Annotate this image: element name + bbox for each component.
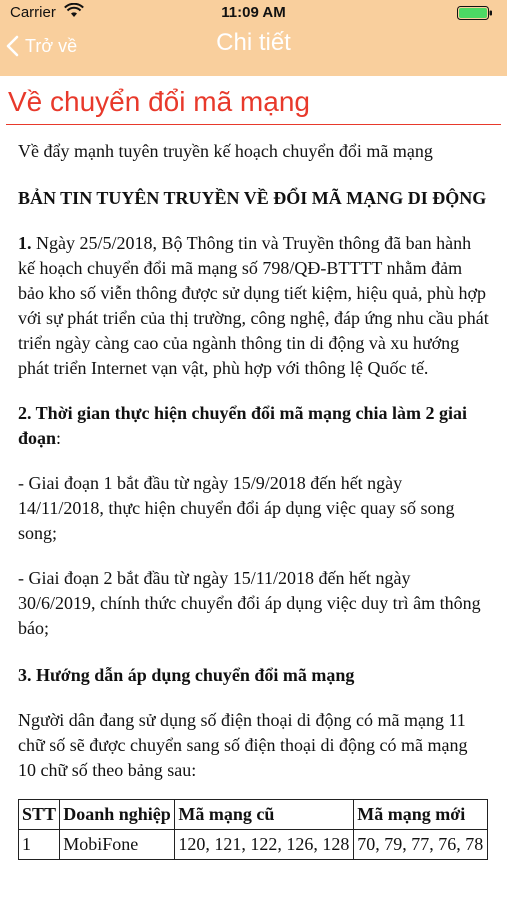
back-button-label: Trở về [25,35,78,56]
network-code-table [18,799,488,860]
battery-icon [457,6,493,20]
table-header-stt: STT [19,800,60,830]
article-title: Về chuyển đổi mã mạng [6,84,501,125]
status-time: 11:09 AM [221,4,286,21]
article-intro: Về đẩy mạnh tuyên truyền kế hoạch chuyển đổi mã mạng [18,141,433,161]
phase-1-text: - Giai đoạn 1 bắt đầu từ ngày 15/9/2018 đến hết ngày 14/11/2018, thực hiện chuyển đổi áp dụng việc quay số song song; [18,473,455,543]
table-row [19,830,488,860]
point-2-colon: : [56,428,62,448]
article-scroll-view[interactable] [0,76,507,900]
point-1-number: 1. [18,233,32,253]
point-1-paragraph [18,231,489,381]
point-3-heading: 3. Hướng dẫn áp dụng chuyển đổi mã mạng [18,665,355,685]
table-header-row [19,800,488,830]
table-header-new-code: Mã mạng mới [354,800,488,830]
table-header-carrier: Doanh nghiệp [60,800,175,830]
point-3-text: Người dân đang sử dụng số điện thoại di động có mã mạng 11 chữ số sẽ được chuyển sang số điện thoại di động có mã mạng 10 chữ số theo bảng sau: [18,710,468,780]
article-body [0,139,507,860]
navigation-bar [0,26,507,76]
table-cell-stt: 1 [19,830,60,860]
table-cell-carrier: MobiFone [60,830,175,860]
point-2-paragraph [18,401,489,451]
carrier-label: Carrier [10,4,56,21]
bulletin-heading: BẢN TIN TUYÊN TRUYỀN VỀ ĐỔI MÃ MẠNG DI ĐỘNG [18,188,487,208]
nav-title: Chi tiết [216,29,291,56]
point-2-heading: 2. Thời gian thực hiện chuyển đổi mã mạng chia làm 2 giai đoạn [18,403,467,448]
table-cell-old-code: 120, 121, 122, 126, 128 [175,830,354,860]
status-bar [0,0,507,26]
top-bar [0,0,507,76]
phase-2-text: - Giai đoạn 2 bắt đầu từ ngày 15/11/2018 đến hết ngày 30/6/2019, chính thức chuyển đổi áp dụng việc duy trì âm thông báo; [18,568,481,638]
table-cell-new-code: 70, 79, 77, 76, 78 [354,830,488,860]
table-header-old-code: Mã mạng cũ [175,800,354,830]
point-1-text: Ngày 25/5/2018, Bộ Thông tin và Truyền thông đã ban hành kế hoạch chuyển đổi mã mạng số 798/QĐ-BTTTT nhằm đảm bảo kho số viễn thông được sử dụng tiết kiệm, hiệu quả, phù hợp với sự phát triển của thị trường, công nghệ, đáp ứng nhu cầu phát triển ngày càng cao của ngành thông tin di động và xu hướng phát triển Internet vạn vật, phù hợp với thông lệ Quốc tế. [18,233,489,378]
